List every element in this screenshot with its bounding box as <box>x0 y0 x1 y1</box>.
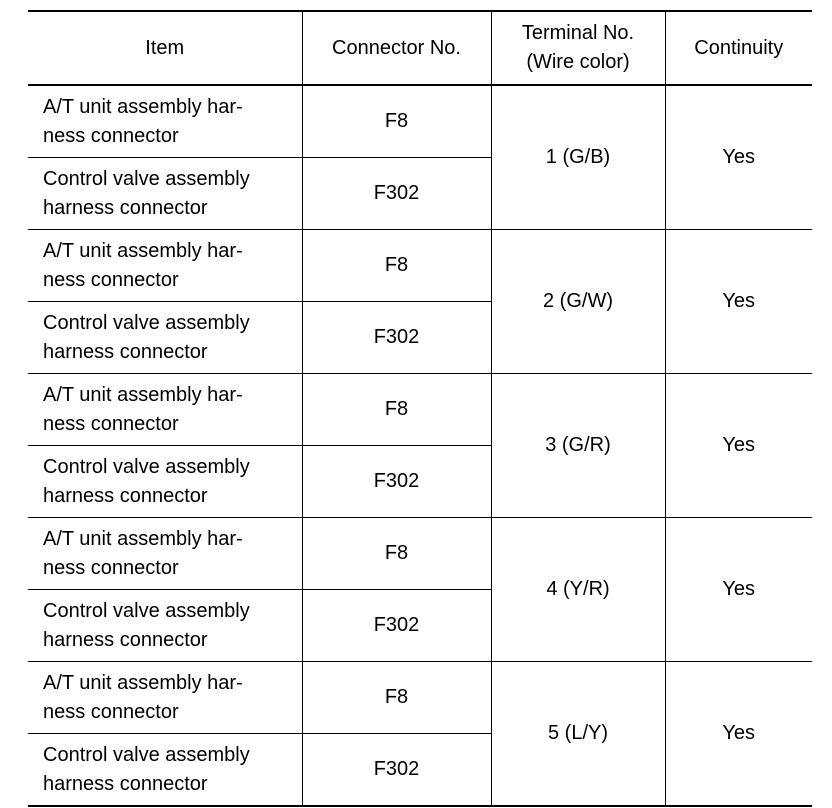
item-cell: Control valve assembly harness connector <box>28 302 302 374</box>
connector-no-cell: F302 <box>302 446 491 518</box>
connector-no-cell: F302 <box>302 734 491 807</box>
continuity-cell: Yes <box>665 662 812 807</box>
item-cell: Control valve assembly harness connector <box>28 590 302 662</box>
connector-no-cell: F302 <box>302 590 491 662</box>
connector-no-cell: F8 <box>302 85 491 158</box>
continuity-table <box>28 10 812 807</box>
connector-no-cell: F8 <box>302 374 491 446</box>
terminal-no-cell: 1 (G/B) <box>491 85 665 230</box>
header-row <box>28 11 812 85</box>
connector-no-cell: F302 <box>302 302 491 374</box>
terminal-no-cell: 3 (G/R) <box>491 374 665 518</box>
item-cell: Control valve assembly harness connector <box>43 743 250 795</box>
header-terminal-line2: (Wire color) <box>526 51 630 73</box>
header-continuity: Continuity <box>665 11 812 85</box>
continuity-cell: Yes <box>665 374 812 518</box>
table-row <box>28 85 812 158</box>
continuity-cell: Yes <box>665 518 812 662</box>
table-body <box>28 85 812 806</box>
terminal-no-cell: 5 (L/Y) <box>491 662 665 807</box>
table-row <box>28 374 812 446</box>
connector-no-cell: F302 <box>302 158 491 230</box>
table-header <box>28 11 812 85</box>
continuity-cell: Yes <box>665 230 812 374</box>
item-cell: Control valve assembly harness connector <box>28 158 302 230</box>
continuity-cell: Yes <box>665 85 812 230</box>
table-row <box>28 662 812 734</box>
item-cell: A/T unit assembly har- ness connector <box>28 518 302 590</box>
header-terminal-no <box>491 11 665 85</box>
connector-no-cell: F8 <box>302 662 491 734</box>
table-row <box>28 230 812 302</box>
item-cell: Control valve assembly harness connector <box>28 446 302 518</box>
item-cell: A/T unit assembly har- ness connector <box>28 85 302 158</box>
item-cell: A/T unit assembly har- ness connector <box>28 374 302 446</box>
terminal-no-cell: 4 (Y/R) <box>491 518 665 662</box>
connector-no-cell: F8 <box>302 518 491 590</box>
header-item: Item <box>28 11 302 85</box>
terminal-no-cell: 2 (G/W) <box>491 230 665 374</box>
header-connector-no: Connector No. <box>302 11 491 85</box>
header-terminal-line1: Terminal No. <box>521 22 635 44</box>
connector-no-cell: F8 <box>302 230 491 302</box>
table-row <box>28 518 812 590</box>
item-cell: A/T unit assembly har- ness connector <box>28 662 302 734</box>
item-cell: A/T unit assembly har- ness connector <box>28 230 302 302</box>
